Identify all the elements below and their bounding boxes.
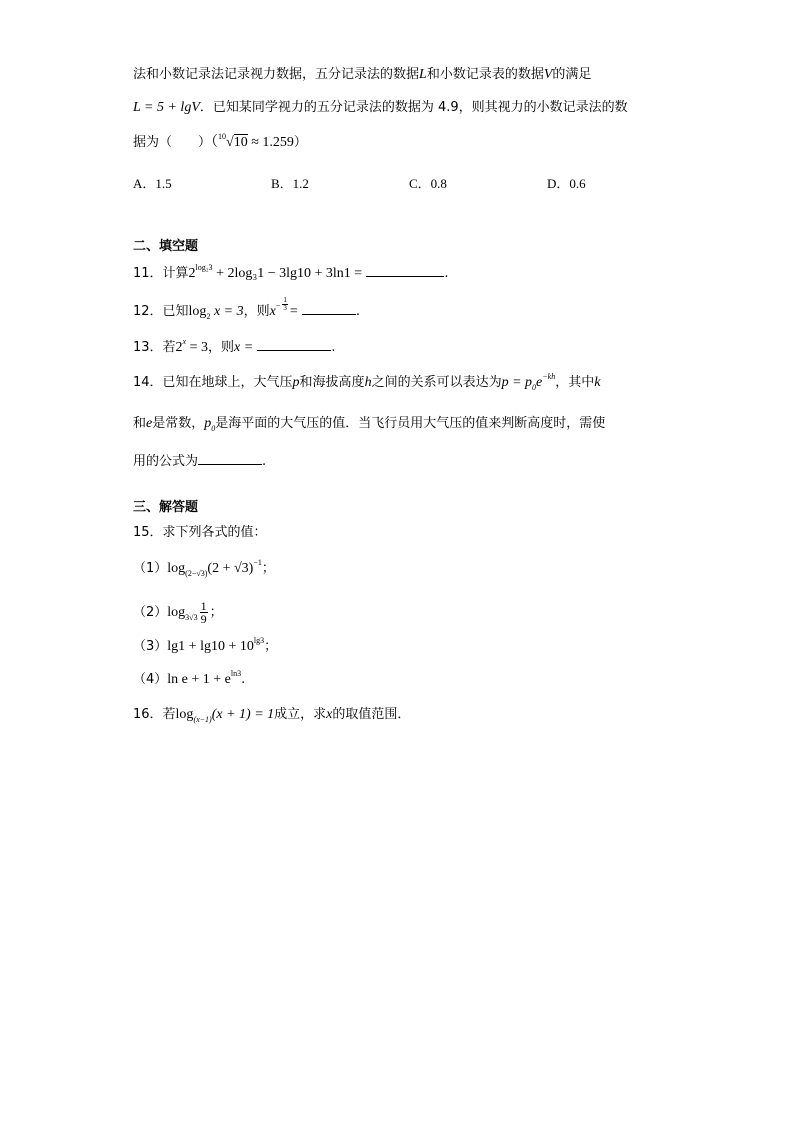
q15-item-3: $(3)\lg 1 + \lg 10 + 10^{lg3}$； <box>133 636 278 654</box>
q15-item-1: $(1)\log_{(2-√3)}(2 + √3)^{-1}$； <box>133 558 275 578</box>
q10-approx: （$^{10}$√10 ≈ 1.259 <box>211 132 294 150</box>
q10-line3: 据为（ ）（$^{10}$√10 ≈ 1.259） <box>133 132 307 150</box>
question-14-line3: 用的公式为 . <box>133 454 267 469</box>
question-16: 16．若$\log_{(x-1)}(x + 1) = 1$成立，求x的取值范围． <box>133 707 411 724</box>
exponent-fraction: $\frac{1}{3}$ <box>283 296 287 312</box>
option-b[interactable]: B．1.2 <box>271 176 309 191</box>
question-12: 12．已知$\log_2 x = 3$，则x− $\frac{1}{3}$ = . <box>133 296 361 321</box>
answer-blank-12[interactable] <box>302 302 356 315</box>
q10-formula: L = 5 + lgV <box>133 100 200 115</box>
answer-blank-14[interactable] <box>198 452 262 465</box>
option-d[interactable]: D．0.6 <box>547 176 586 191</box>
answer-blank-11[interactable] <box>366 264 444 277</box>
question-11: 11．计算$2^{log_23} + 2\log_31 - 3\lg 10 + 3\ln 1$ = . <box>133 263 449 281</box>
fraction-one-ninth: $\frac{1}{9}$ <box>200 599 207 626</box>
section-solve-title: 三、解答题 <box>133 500 199 515</box>
q10-line1: 法和小数记录法记录视力数据，五分记录法的数据L和小数记录表的数据V的满足 <box>133 67 592 82</box>
q15-item-2: $(2)\log_{3√3}$ $\frac{1}{9}$ ； <box>133 599 223 626</box>
question-14-line2: 和e是常数，$p_0$是海平面的大气压的值．当飞行员用大气压的值来判断高度时，需使 <box>133 416 606 433</box>
option-c[interactable]: C．0.8 <box>409 176 447 191</box>
section-fill-blank-title: 二、填空题 <box>133 239 199 254</box>
question-13: 13．若2$^x$ = 3，则x = . <box>133 337 336 355</box>
option-a[interactable]: A．1.5 <box>133 176 172 191</box>
q10-line2: L = 5 + lgV．已知某同学视力的五分记录法的数据为 4.9，则其视力的小数记录法的数 <box>133 100 628 115</box>
answer-blank-13[interactable] <box>257 338 331 351</box>
question-15-title: 15．求下列各式的值： <box>133 525 267 540</box>
q15-item-4: （4）ln $e + 1 + e^{ln3}$. <box>133 669 246 687</box>
question-14-line1: 14．已知在地球上，大气压p和海拔高度h之间的关系可以表达为$p = p_0e^{-kh}$，其中k <box>133 372 601 392</box>
